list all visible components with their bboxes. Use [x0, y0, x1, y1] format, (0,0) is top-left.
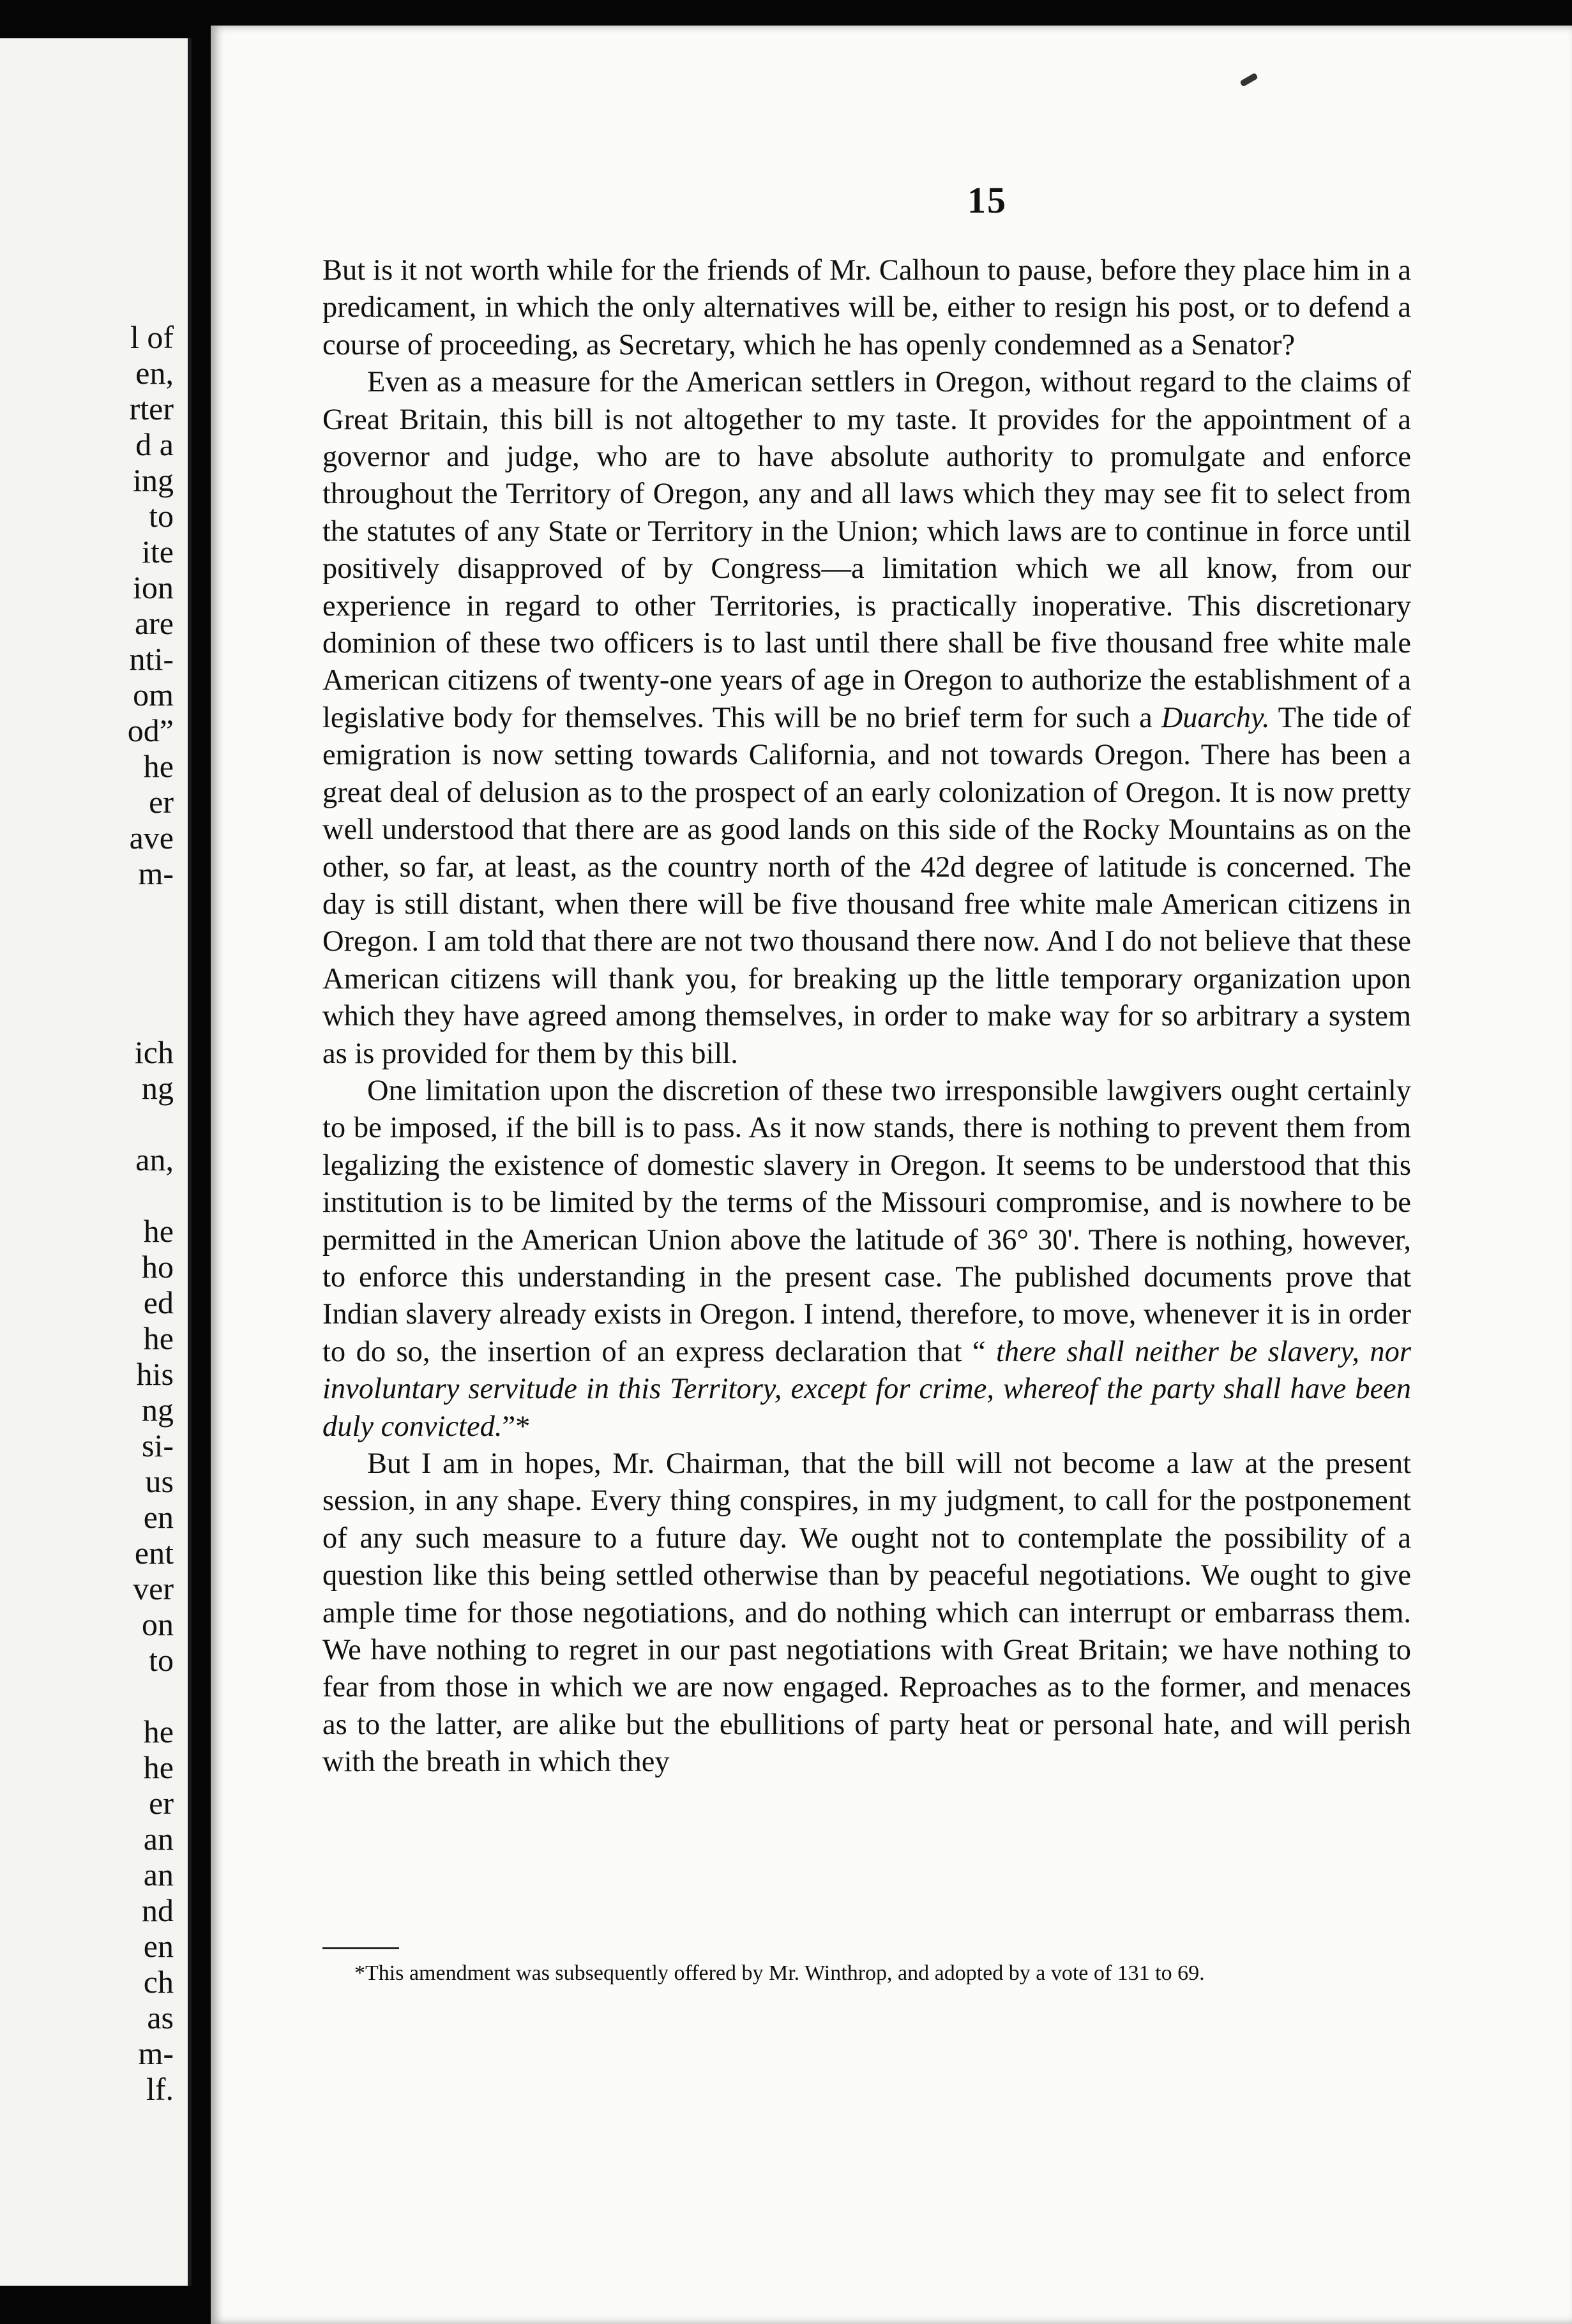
document-page	[211, 26, 1572, 2324]
page-number-text: 15	[967, 179, 1007, 221]
facing-page-fragment: ite	[142, 534, 174, 570]
paragraph-text: But I am in hopes, Mr. Chairman, that the bill will not become a law at the present session, in any shape. Every thing conspires, in my judgment, to call for the postponement of any such measure to a future day. We ought not to contemplate the possibility of a question like this being settled otherwise than by peaceful negotiations. We ought to give ample time for those negotiations, and do nothing which can interrupt or embarrass them. We have nothing to regret in our past negotiations with Great Britain; we have nothing to fear from those in which we are now engaged. Reproaches as to the former, and menaces as to the latter, are alike but the ebullitions of party heat or personal hate, and will perish with the breath in which they	[322, 1447, 1411, 1779]
facing-page-fragment: ave	[129, 820, 174, 856]
facing-page-fragment	[0, 891, 185, 927]
facing-page-text-fragments	[0, 319, 185, 2107]
scan-speck	[1239, 73, 1258, 87]
facing-page-fragment: an	[143, 1857, 174, 1892]
facing-page-fragment: he	[143, 1320, 174, 1356]
facing-page-fragment: m-	[138, 2035, 174, 2071]
facing-page-fragment	[0, 1177, 185, 1213]
facing-page-fragment: he	[143, 1213, 174, 1249]
facing-page-fragment	[0, 1106, 185, 1142]
facing-page-fragment: to	[149, 1642, 174, 1678]
paragraph	[322, 1445, 1411, 1781]
facing-page-fragment	[0, 999, 185, 1034]
facing-page-fragment: us	[145, 1463, 174, 1499]
facing-page-fragment: ed	[143, 1285, 174, 1320]
facing-page-fragment: he	[143, 748, 174, 784]
paragraph-text: ”*	[502, 1410, 531, 1443]
facing-page-fragment: ion	[133, 570, 174, 605]
facing-page-fragment: nti-	[129, 641, 174, 677]
facing-page-fragment: are	[134, 605, 174, 641]
facing-page-fragment	[0, 1678, 185, 1714]
paragraph-text: Even as a measure for the American settlers in Oregon, without regard to the claims of Great Britain, this bill is not altogether to my taste. It provides for the appointment of a governor and judge, who are to have absolute authority to promulgate and enforce throughout the Territory of Oregon, any and all laws which they may see fit to select from the statutes of any State or Territory in the Union; which laws are to continue in force until positively disapproved of by Congress—a limitation which we all know, from our experience in regard to other Territories, is practically inoperative. This discretionary dominion of these two officers is to last until there shall be five thousand free white male American citizens of twenty-one years of age in Oregon to authorize the establishment of a legislative body for themselves. This will be no brief term for such a	[322, 366, 1411, 734]
facing-page-fragment: m-	[138, 856, 174, 891]
facing-page-fragment: ch	[143, 1964, 174, 2000]
facing-page-fragment: lf.	[146, 2071, 174, 2107]
facing-page-fragment: to	[149, 498, 174, 534]
facing-page-fragment: ho	[142, 1249, 174, 1285]
facing-page-fragment: an,	[135, 1142, 174, 1177]
paragraph	[322, 252, 1411, 364]
footnote-rule	[322, 1947, 399, 1949]
facing-page-fragment: nd	[142, 1892, 174, 1928]
paragraph	[322, 1073, 1411, 1445]
paragraph-text: The tide of emigration is now setting towards California, and not towards Oregon. There has been a great deal of delusion as to the prospect of an early colonization of Oregon. It is now pretty well understood that there are as good lands on this side of the Rocky Mountains as on the other, so far, at least, as the country north of the 42d degree of latitude is concerned. The day is still distant, when there will be five thousand free white male American citizens in Oregon. I am told that there are not two thousand there now. And I do not believe that these American citizens will thank you, for breaking up the little temporary organization upon which they have agreed among themselves, in order to make way for so arbitrary a system as is provided for them by this bill.	[322, 701, 1411, 1070]
facing-page-fragment: en,	[135, 355, 174, 391]
facing-page-fragment: si-	[142, 1428, 174, 1463]
facing-page-fragment	[0, 927, 185, 963]
facing-page-fragment: om	[133, 677, 174, 713]
facing-page-fragment: he	[143, 1714, 174, 1749]
facing-page-fragment: en	[143, 1499, 174, 1535]
facing-page-fragment: rter	[129, 391, 174, 426]
page-number	[211, 179, 1572, 222]
facing-page-fragment: he	[143, 1749, 174, 1785]
italic-text: Duarchy.	[1161, 701, 1270, 734]
paragraph-text: But is it not worth while for the friends of Mr. Calhoun to pause, before they place him in a predicament, in which the only alternatives will be, either to resign his post, or to defend a course of proceeding, as Secretary, which he has openly condemned as a Senator?	[322, 254, 1411, 361]
footnote	[322, 1960, 1411, 1987]
facing-page-fragment	[0, 963, 185, 999]
facing-page-fragment: d a	[135, 426, 174, 462]
facing-page-fragment: ng	[142, 1392, 174, 1428]
facing-page-fragment: er	[149, 784, 174, 820]
facing-page-fragment: his	[136, 1356, 174, 1392]
facing-page-fragment: er	[149, 1785, 174, 1821]
facing-page-fragment: l of	[130, 319, 174, 355]
facing-page-fragment: an	[143, 1821, 174, 1857]
facing-page-fragment: on	[142, 1606, 174, 1642]
facing-page-fragment: ng	[142, 1070, 174, 1106]
footnote-text: *This amendment was subsequently offered by Mr. Winthrop, and adopted by a vote of 131 to 69.	[354, 1961, 1205, 1985]
paragraph-text: One limitation upon the discretion of these two irresponsible lawgivers ought certainly to be imposed, if the bill is to pass. As it now stands, there is nothing to prevent them from legalizing the existence of domestic slavery in Oregon. It seems to be understood that this institution is to be limited by the terms of the Missouri compromise, and is nowhere to be permitted in the American Union above the latitude of 36° 30'. There is nothing, however, to enforce this understanding in the present case. The published documents prove that Indian slavery already exists in Oregon. I intend, therefore, to move, whenever it is in order to do so, the insertion of an express declaration that “	[322, 1074, 1411, 1368]
facing-page-fragment: od”	[127, 713, 174, 748]
facing-page-fragment: ich	[134, 1034, 174, 1070]
facing-page-fragment: as	[147, 2000, 174, 2035]
facing-page-fragment: ent	[134, 1535, 174, 1571]
facing-page-fragment: en	[143, 1928, 174, 1964]
paragraph	[322, 364, 1411, 1073]
body-text	[322, 252, 1411, 1781]
facing-page-fragment: ver	[133, 1571, 174, 1606]
facing-page-fragment: ing	[133, 462, 174, 498]
italic-text: there shall neither be slavery, nor involuntary servitude in this Territory, except for crime, whereof the party shall have been duly convicted.	[322, 1335, 1411, 1443]
facing-page-sliver	[0, 38, 192, 2286]
page-gutter-edge	[188, 38, 192, 2286]
